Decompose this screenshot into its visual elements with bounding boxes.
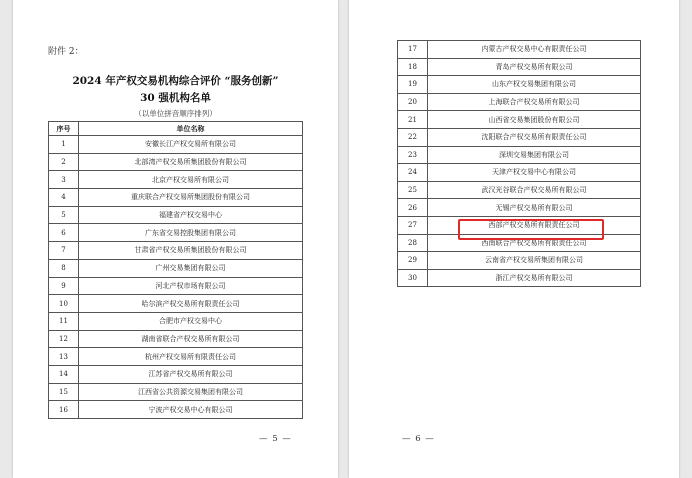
org-name: 福建省产权交易中心 xyxy=(79,206,303,224)
row-number: 22 xyxy=(398,128,428,146)
table-row xyxy=(49,348,303,366)
org-name: 沈阳联合产权交易所有限责任公司 xyxy=(428,128,641,146)
org-name: 江苏省产权交易所有限公司 xyxy=(79,365,303,383)
org-name: 天津产权交易中心有限公司 xyxy=(428,164,641,182)
org-name: 重庆联合产权交易所集团股份有限公司 xyxy=(79,189,303,207)
row-number: 6 xyxy=(49,224,79,242)
table-row xyxy=(398,164,641,182)
highlight-annotation-box xyxy=(458,219,604,240)
row-number: 12 xyxy=(49,330,79,348)
row-number: 13 xyxy=(49,348,79,366)
row-number: 30 xyxy=(398,269,428,287)
org-name: 西部产权交易所有限责任公司 xyxy=(428,216,641,234)
table-row xyxy=(398,199,641,217)
table-row xyxy=(49,259,303,277)
org-name: 合肥市产权交易中心 xyxy=(79,312,303,330)
table-row xyxy=(398,41,641,59)
table-row xyxy=(49,153,303,171)
row-number: 19 xyxy=(398,76,428,94)
page-number: — 5 — xyxy=(259,434,292,444)
org-name: 北部湾产权交易所集团股份有限公司 xyxy=(79,153,303,171)
table-row xyxy=(49,136,303,154)
row-number: 11 xyxy=(49,312,79,330)
row-number: 7 xyxy=(49,242,79,260)
table-row xyxy=(49,277,303,295)
row-number: 27 xyxy=(398,216,428,234)
org-name: 广州交易集团有限公司 xyxy=(79,259,303,277)
table-row xyxy=(398,93,641,111)
org-name: 西南联合产权交易所有限责任公司 xyxy=(428,234,641,252)
table-row xyxy=(398,146,641,164)
table-row xyxy=(49,242,303,260)
row-number: 9 xyxy=(49,277,79,295)
org-name: 甘肃省产权交易所集团股份有限公司 xyxy=(79,242,303,260)
table-row xyxy=(49,189,303,207)
row-number: 29 xyxy=(398,252,428,270)
table-row xyxy=(49,224,303,242)
row-number: 5 xyxy=(49,206,79,224)
table-row xyxy=(398,181,641,199)
table-row xyxy=(398,111,641,129)
org-name: 云南省产权交易所集团有限公司 xyxy=(428,252,641,270)
header-org-name: 单位名称 xyxy=(79,122,303,136)
org-name: 青岛产权交易所有限公司 xyxy=(428,58,641,76)
org-name: 武汉光谷联合产权交易所有限公司 xyxy=(428,181,641,199)
table-row xyxy=(398,269,641,287)
header-number: 序号 xyxy=(49,122,79,136)
table-row xyxy=(49,171,303,189)
table-row xyxy=(398,76,641,94)
table-row xyxy=(49,330,303,348)
row-number: 18 xyxy=(398,58,428,76)
row-number: 14 xyxy=(49,365,79,383)
org-name: 内蒙古产权交易中心有限责任公司 xyxy=(428,41,641,59)
table-header-row xyxy=(49,122,303,136)
org-name: 上海联合产权交易所有限公司 xyxy=(428,93,641,111)
org-name: 安徽长江产权交易所有限公司 xyxy=(79,136,303,154)
document-subtitle: （以单位拼音顺序排列） xyxy=(134,109,217,118)
row-number: 3 xyxy=(49,171,79,189)
attachment-label: 附件 2： xyxy=(48,47,84,57)
row-number: 21 xyxy=(398,111,428,129)
row-number: 23 xyxy=(398,146,428,164)
row-number: 8 xyxy=(49,259,79,277)
org-name: 江西省公共资源交易集团有限公司 xyxy=(79,383,303,401)
table-row xyxy=(49,383,303,401)
table-row xyxy=(49,312,303,330)
page-number: — 6 — xyxy=(402,434,435,444)
org-name: 湖南省联合产权交易所有限公司 xyxy=(79,330,303,348)
table-row xyxy=(398,252,641,270)
org-name: 浙江产权交易所有限公司 xyxy=(428,269,641,287)
org-name: 杭州产权交易所有限责任公司 xyxy=(79,348,303,366)
table-row xyxy=(398,58,641,76)
table-row xyxy=(398,128,641,146)
ranking-table-part2 xyxy=(397,40,641,287)
org-name: 河北产权市场有限公司 xyxy=(79,277,303,295)
table-row xyxy=(49,206,303,224)
row-number: 24 xyxy=(398,164,428,182)
table-row xyxy=(49,401,303,419)
document-title-line2: 30 强机构名单 xyxy=(140,92,211,104)
row-number: 20 xyxy=(398,93,428,111)
org-name: 深圳交易集团有限公司 xyxy=(428,146,641,164)
org-name: 山西省交易集团股份有限公司 xyxy=(428,111,641,129)
org-name: 无锡产权交易所有限公司 xyxy=(428,199,641,217)
document-title-line1: 2024 年产权交易机构综合评价 “服务创新” xyxy=(72,75,279,87)
row-number: 15 xyxy=(49,383,79,401)
row-number: 28 xyxy=(398,234,428,252)
row-number: 4 xyxy=(49,189,79,207)
row-number: 10 xyxy=(49,295,79,313)
row-number: 16 xyxy=(49,401,79,419)
table-row xyxy=(49,295,303,313)
org-name: 北京产权交易所有限公司 xyxy=(79,171,303,189)
row-number: 2 xyxy=(49,153,79,171)
org-name: 哈尔滨产权交易所有限责任公司 xyxy=(79,295,303,313)
row-number: 1 xyxy=(49,136,79,154)
row-number: 17 xyxy=(398,41,428,59)
ranking-table-part1 xyxy=(48,121,303,419)
org-name: 山东产权交易集团有限公司 xyxy=(428,76,641,94)
row-number: 26 xyxy=(398,199,428,217)
org-name: 广东省交易控股集团有限公司 xyxy=(79,224,303,242)
document-page-5 xyxy=(13,0,338,478)
row-number: 25 xyxy=(398,181,428,199)
table-row xyxy=(49,365,303,383)
document-page-6 xyxy=(349,0,679,478)
org-name: 宁波产权交易中心有限公司 xyxy=(79,401,303,419)
